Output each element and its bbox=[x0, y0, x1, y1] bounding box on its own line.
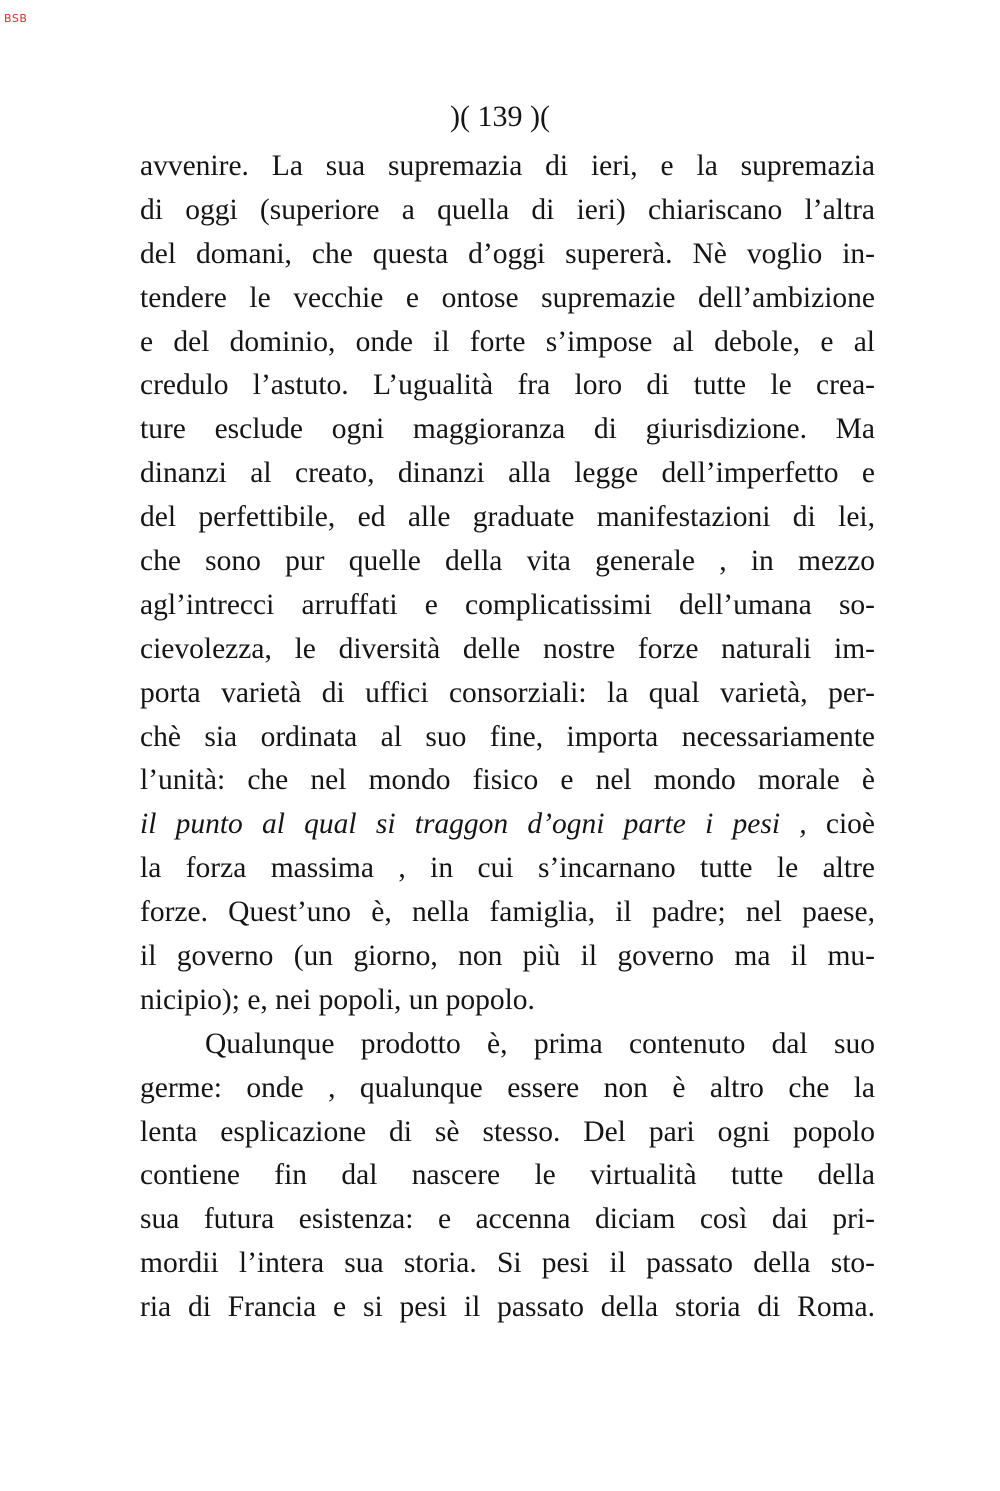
text-line: tendere le vecchie e ontose supremazie dell’ambizione bbox=[140, 281, 875, 314]
text-line: che sono pur quelle della vita generale , in mezzo bbox=[140, 545, 875, 578]
text-line: porta varietà di uffici consorziali: la qual varietà, per- bbox=[140, 676, 875, 709]
text-line: lenta esplicazione di sè stesso. Del pari ogni popolo bbox=[140, 1115, 875, 1148]
text-line: forze. Quest’uno è, nella famiglia, il padre; nel paese, bbox=[140, 896, 875, 929]
text-line: agl’intrecci arruffati e complicatissimi dell’umana so- bbox=[140, 588, 875, 621]
text-line: cievolezza, le diversità delle nostre forze naturali im- bbox=[140, 632, 875, 665]
library-watermark: BSB bbox=[4, 12, 28, 25]
text-line: sua futura esistenza: e accenna diciam così dai pri- bbox=[140, 1203, 875, 1236]
text-line: contiene fin dal nascere le virtualità tutte della bbox=[140, 1159, 875, 1192]
text-line: ria di Francia e si pesi il passato della storia di Roma. bbox=[140, 1291, 875, 1324]
text-line: avvenire. La sua supremazia di ieri, e la supremazia bbox=[140, 150, 875, 182]
paragraph-start-line: Qualunque prodotto è, prima contenuto dal suo bbox=[205, 1027, 875, 1060]
text-line: ture esclude ogni maggioranza di giurisdizione. Ma bbox=[140, 413, 875, 446]
text-line: del perfettibile, ed alle graduate manifestazioni di lei, bbox=[140, 501, 875, 534]
text-line: chè sia ordinata al suo fine, importa necessariamente bbox=[140, 720, 875, 753]
text-line: credulo l’astuto. L’ugualità fra loro di tutte le crea- bbox=[140, 369, 875, 402]
text-line: di oggi (superiore a quella di ieri) chiariscano l’altra bbox=[140, 193, 875, 226]
text-line: germe: onde , qualunque essere non è altro che la bbox=[140, 1071, 875, 1104]
italic-quotation: il punto al qual si traggon d’ogni parte i pesi , bbox=[140, 808, 807, 841]
page-number: )( 139 )( bbox=[450, 100, 550, 133]
text-line: mordii l’intera sua storia. Si pesi il passato della sto- bbox=[140, 1247, 875, 1280]
text-line: nicipio); e, nei popoli, un popolo. bbox=[140, 983, 535, 1016]
quotation-line bbox=[140, 803, 875, 847]
text-line: dinanzi al creato, dinanzi alla legge dell’imperfetto e bbox=[140, 457, 875, 490]
text-line: l’unità: che nel mondo fisico e nel mondo morale è bbox=[140, 764, 875, 797]
text-line: e del dominio, onde il forte s’impose al debole, e al bbox=[140, 325, 875, 358]
quotation-continuation: cioè bbox=[806, 808, 875, 841]
text-line: la forza massima , in cui s’incarnano tutte le altre bbox=[140, 852, 875, 885]
text-line: il governo (un giorno, non più il governo ma il mu- bbox=[140, 940, 875, 973]
text-line: del domani, che questa d’oggi supererà. Nè voglio in- bbox=[140, 237, 875, 270]
page-text bbox=[140, 145, 875, 1330]
